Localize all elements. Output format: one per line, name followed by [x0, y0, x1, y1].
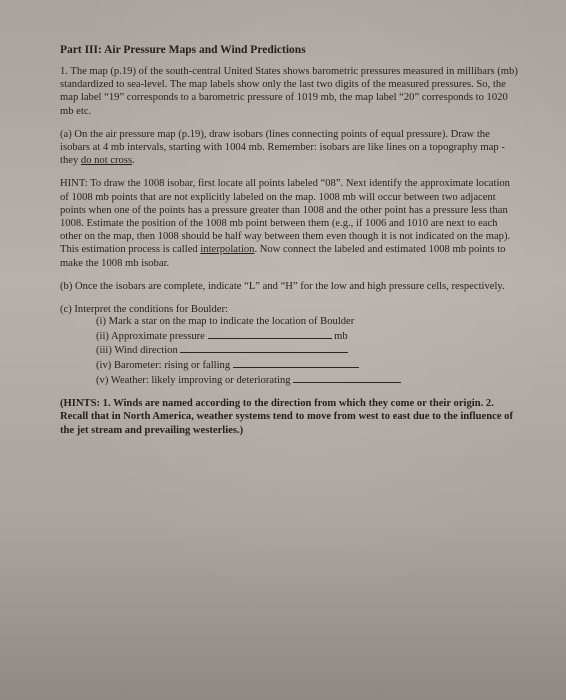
- question-a-text: (a) On the air pressure map (p.19), draw isobars (lines connecting points of equal pressure). Draw the isobars at 4 mb intervals, starting with 1004 mb. Remember: isobars are like lines on a topography map - they do not cross.: [60, 128, 505, 167]
- question-1: [60, 65, 518, 118]
- interpolation-term: interpolation: [200, 244, 255, 256]
- question-c-iv: (iv) Barometer: rising or falling: [96, 358, 518, 373]
- final-hints-text: (HINTS: 1. Winds are named according to the direction from which they come or their origin. 2. Recall that in North America, weather systems tend to move from west to east due to the influence of the jet stream and prevailing westerlies.): [60, 398, 513, 436]
- question-b-text: (b) Once the isobars are complete, indicate “L” and “H” for the low and high pressure cells, respectively.: [60, 280, 505, 292]
- wind-direction-blank[interactable]: [180, 343, 348, 353]
- question-b: [60, 280, 518, 293]
- pressure-answer-blank[interactable]: [208, 329, 332, 339]
- question-c-v: (v) Weather: likely improving or deteriorating: [96, 373, 518, 388]
- question-c-ii: (ii) Approximate pressure mb: [96, 330, 348, 342]
- question-c-text: (c) Interpret the conditions for Boulder:: [60, 304, 228, 316]
- section-title: Part III: Air Pressure Maps and Wind Predictions: [60, 44, 306, 56]
- do-not-cross-emphasis: do not cross: [80, 155, 133, 167]
- question-c-iii: (iii) Wind direction: [96, 343, 518, 358]
- question-c-i: (i) Mark a star on the map to indicate the location of Boulder: [96, 316, 355, 328]
- barometer-blank[interactable]: [233, 358, 359, 368]
- hint-text: HINT: To draw the 1008 isobar, first locate all points labeled “08”. Next identify the approximate location of 1008 mb points that are not explicitly labeled on the map. 1008 mb will occur between two adjacent points when one of the points has a pressure greater than 1008 and the other point has a pressure less than 1008. Estimate the position of the 1008 mb point between them (e.g., if 1006 and 1010 are next to each other on the map, then 1008 should be half way between them even though it is not indicated on the map). This estimation process is called interpolation. Now connect the labeled and estimated 1008 mb points to make the 1008 mb isobar.: [60, 178, 511, 269]
- question-1-text: 1. The map (p.19) of the south-central United States shows barometric pressures measured in millibars (mb) standardized to sea-level. The map labels show only the last two digits of the measured pressures. So, the map label “19” corresponds to a barometric pressure of 1019 mb, the map label “20” corresponds to 1020 mb etc.: [60, 66, 518, 117]
- final-hints: [60, 397, 518, 437]
- question-c: [60, 303, 518, 387]
- question-a: [60, 128, 518, 168]
- hint-block: [60, 177, 518, 269]
- weather-blank[interactable]: [293, 373, 401, 383]
